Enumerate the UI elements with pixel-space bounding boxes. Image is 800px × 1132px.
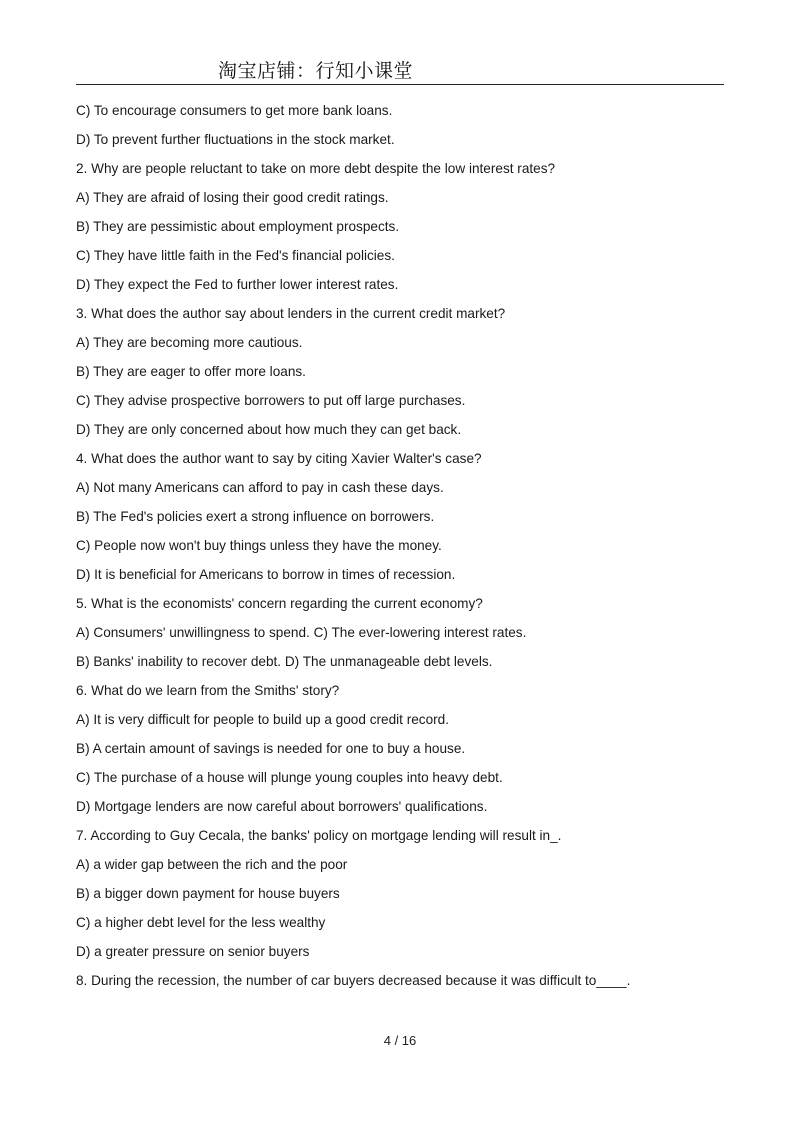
page-header (76, 58, 724, 85)
option-line: D) a greater pressure on senior buyers (76, 944, 310, 959)
question-line: 8. During the recession, the number of car buyers decreased because it was difficult to____. (76, 973, 631, 988)
option-line: B) Banks' inability to recover debt. D) The unmanageable debt levels. (76, 654, 493, 669)
question-line: 6. What do we learn from the Smiths' story? (76, 683, 340, 698)
text-line: D) To prevent further fluctuations in the stock market. (76, 132, 395, 147)
option-line: C) They have little faith in the Fed's financial policies. (76, 248, 395, 263)
header-title: 淘宝店铺：行知小课堂 (218, 60, 414, 82)
question-line: 7. According to Guy Cecala, the banks' policy on mortgage lending will result in_. (76, 828, 562, 843)
question-line: 3. What does the author say about lenders in the current credit market? (76, 306, 506, 321)
option-line: A) It is very difficult for people to build up a good credit record. (76, 712, 450, 727)
page-number: 4 / 16 (383, 1033, 417, 1048)
question-line: 4. What does the author want to say by citing Xavier Walter's case? (76, 451, 482, 466)
option-line: C) They advise prospective borrowers to put off large purchases. (76, 393, 466, 408)
option-line: C) People now won't buy things unless they have the money. (76, 538, 442, 553)
document-body (76, 96, 736, 995)
option-line: B) A certain amount of savings is needed for one to buy a house. (76, 741, 466, 756)
question-line: 2. Why are people reluctant to take on more debt despite the low interest rates? (76, 161, 556, 176)
text-line: C) To encourage consumers to get more bank loans. (76, 103, 393, 118)
option-line: A) They are becoming more cautious. (76, 335, 303, 350)
option-line: A) Consumers' unwillingness to spend. C) The ever-lowering interest rates. (76, 625, 527, 640)
question-line: 5. What is the economists' concern regarding the current economy? (76, 596, 483, 611)
option-line: B) a bigger down payment for house buyers (76, 886, 340, 901)
option-line: D) They expect the Fed to further lower interest rates. (76, 277, 399, 292)
option-line: A) a wider gap between the rich and the poor (76, 857, 348, 872)
option-line: D) It is beneficial for Americans to borrow in times of recession. (76, 567, 456, 582)
option-line: A) Not many Americans can afford to pay in cash these days. (76, 480, 444, 495)
option-line: C) The purchase of a house will plunge young couples into heavy debt. (76, 770, 503, 785)
option-line: B) They are pessimistic about employment prospects. (76, 219, 400, 234)
option-line: A) They are afraid of losing their good credit ratings. (76, 190, 389, 205)
option-line: D) They are only concerned about how much they can get back. (76, 422, 462, 437)
option-line: C) a higher debt level for the less wealthy (76, 915, 326, 930)
option-line: D) Mortgage lenders are now careful about borrowers' qualifications. (76, 799, 488, 814)
option-line: B) The Fed's policies exert a strong influence on borrowers. (76, 509, 435, 524)
option-line: B) They are eager to offer more loans. (76, 364, 306, 379)
